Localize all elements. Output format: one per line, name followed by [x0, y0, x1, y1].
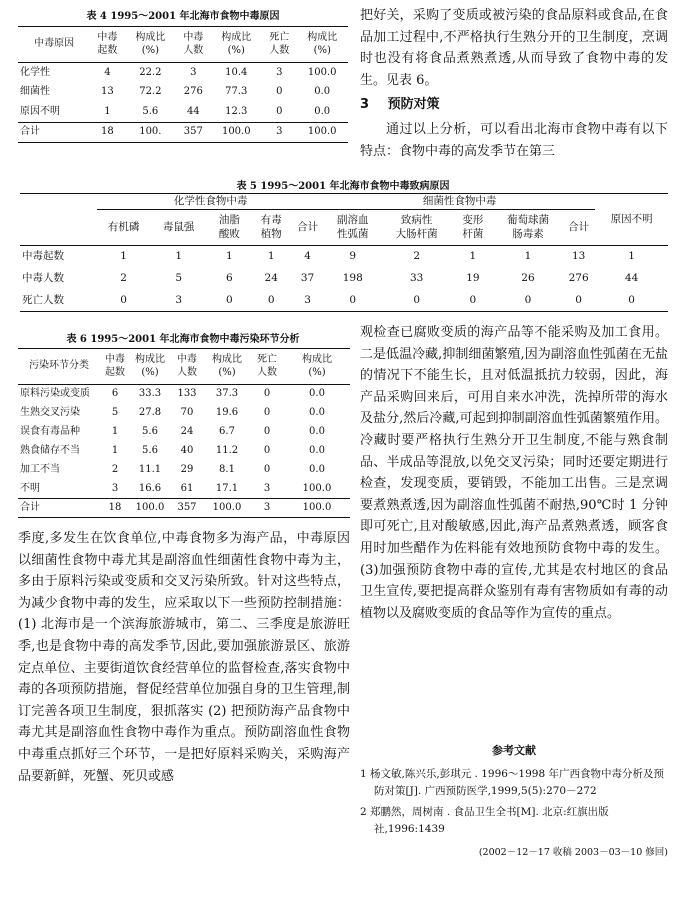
table4-row — [18, 63, 348, 83]
table4-cell: 3 — [276, 126, 283, 138]
table5-cell: 19 — [466, 271, 480, 284]
table6-caption: 表 6 1995～2001 年北海市食物中毒污染环节分析 — [66, 334, 300, 345]
table6-header-1: 中毒 起数 — [105, 354, 125, 378]
table5-cell: 5 — [175, 271, 183, 284]
table5-cell: 0 — [575, 293, 582, 306]
table5-column-header: 葡萄球菌 肠毒素 — [506, 214, 549, 240]
table4-row — [18, 103, 348, 123]
table6-header-4: 构成比 (%) — [212, 354, 242, 378]
table4-cell: 276 — [183, 86, 203, 98]
table6-row — [18, 442, 350, 461]
table5-column-header: 副溶血 性弧菌 — [337, 214, 369, 240]
table5-cell: 0 — [267, 293, 275, 306]
table6-row — [18, 423, 350, 442]
table6-row — [18, 480, 350, 499]
table5-row — [20, 246, 668, 268]
table6-cell: 6.7 — [219, 425, 235, 437]
table6-row — [18, 461, 350, 480]
table6-cell: 100.0 — [212, 501, 242, 513]
table5-column-header: 毒鼠强 — [162, 220, 195, 233]
table4-row-label: 原因不明 — [20, 106, 60, 117]
table5-cell: 2 — [413, 250, 421, 263]
table6-cell: 24 — [180, 425, 194, 437]
table5-body — [20, 246, 668, 312]
table5-cell: 1 — [226, 250, 233, 263]
top-right-text: 把好关，采购了变质或被污染的食品原料或食品,在食品加工过程中,不严格执行生熟分开的卫生制度，烹调时也没有将食品煮熟煮透,从而导致了食物中毒的发生。见表 6。 — [360, 8, 668, 88]
table5-cell: 33 — [409, 271, 424, 284]
table6-header-3: 中毒 人数 — [177, 354, 197, 378]
table6-cell: 11.2 — [215, 444, 239, 456]
table5-row — [20, 268, 668, 290]
table4 — [18, 26, 348, 143]
table6-cell: 0.0 — [309, 406, 325, 418]
references-title: 参考文献 — [492, 744, 536, 757]
table5-cell: 0 — [524, 293, 532, 306]
table4-header-1: 中毒 起数 — [97, 32, 118, 56]
table6-cell: 37.3 — [215, 388, 239, 399]
table5-group-chemical: 化学性食物中毒 — [97, 194, 324, 210]
table5-cell: 198 — [342, 271, 363, 284]
table6-cell: 18 — [108, 501, 122, 513]
table5-cell: 13 — [571, 250, 586, 263]
section3-intro: 通过以上分析，可以看出北海市食物中毒有以下特点：食物中毒的高发季节在第三 — [360, 121, 668, 159]
table4-cell: 0.0 — [314, 86, 331, 98]
table4-row-label: 细菌性 — [20, 86, 50, 98]
table6-cell: 0 — [263, 444, 271, 456]
table6-row — [18, 385, 350, 404]
table6-cell: 61 — [180, 482, 194, 494]
table4-header-2: 构成比 (%) — [135, 32, 166, 56]
table5-cell: 4 — [304, 250, 311, 263]
table6-cell: 3 — [111, 482, 119, 494]
table6-cell: 357 — [177, 501, 197, 513]
table5-cell: 1 — [469, 250, 477, 263]
table5-cell: 0 — [120, 293, 127, 306]
table5-row-label: 中毒人数 — [22, 271, 64, 284]
table4-cell: 10.4 — [225, 66, 248, 78]
table4-cell: 18 — [101, 126, 114, 138]
table4-cell: 0 — [276, 106, 283, 117]
table6-cell: 8.1 — [219, 463, 235, 475]
table5-cell: 37 — [300, 271, 315, 284]
section3-number: 3 — [360, 97, 370, 113]
table4-header-4: 构成比 (%) — [221, 32, 252, 56]
reference-item-2: 2 郑鹏然，周树南 . 食品卫生全书[M]. 北京:红旗出版社,1996:1439 — [360, 806, 609, 835]
table5-row-label: 死亡人数 — [22, 293, 64, 306]
top-right-paragraph — [360, 5, 668, 162]
table6-cell: 0.0 — [309, 444, 325, 456]
table6-cell: 100.0 — [135, 501, 165, 513]
table5-group-bacterial: 细菌性食物中毒 — [324, 194, 595, 210]
right-column-body — [360, 322, 668, 624]
table5-cell: 1 — [524, 250, 532, 263]
table5-column-header: 合计 — [297, 220, 319, 233]
table5-cell: 1 — [628, 250, 635, 263]
table6-cell: 6 — [111, 388, 119, 399]
table6-cell: 0 — [263, 388, 271, 399]
table5-subheader-row — [20, 210, 668, 246]
table5-cell: 0 — [469, 293, 477, 306]
table6-cell: 19.6 — [215, 406, 239, 418]
table5-row — [20, 290, 668, 312]
table5-row-label: 中毒起数 — [22, 250, 64, 263]
table6-row-label: 合计 — [20, 501, 40, 513]
table6-cell: 0.0 — [309, 425, 325, 437]
table5-cell: 0 — [226, 293, 233, 306]
table6-header-6: 构成比 (%) — [302, 354, 332, 378]
table5-cell: 0 — [349, 293, 357, 306]
table5-cell: 26 — [521, 271, 535, 284]
table5-column-header: 合计 — [568, 220, 590, 233]
table6-cell: 33.3 — [138, 388, 162, 399]
table4-row-label: 合计 — [20, 126, 40, 138]
table6-cell: 0.0 — [309, 463, 325, 475]
table6-cell: 29 — [180, 463, 194, 475]
table4-cell: 4 — [104, 66, 111, 78]
table4-cell: 12.3 — [225, 106, 248, 117]
table6-cell: 133 — [177, 388, 197, 399]
left-body-text: 季度,多发生在饮食单位,中毒食物多为海产品，中毒原因以细菌性食物中毒尤其是副溶血性细菌性食物中毒为主，多由于原料污染或变质和交叉污染所致。针对这些特点，为减少食物中毒的发生，应采取以下一些预防控制措施：(1) 北海市是一个滨海旅游城市，第二、三季度是旅游旺季,也是食物中毒的高发季节,因此,要加强旅游景区、旅游定点单位、主要街道饮食经营单位的监督检查,落实食物中毒的各项预防措施，督促经营单位加强自身的卫生管理,制订完善各项卫生制度，狠抓落实 (2) 把预防海产品食物中毒尤其是副溶血性食物中毒作为重点。预防副溶血性食物中毒重点抓好三个环节，一是把好原料采购关，采购海产品要新鲜，死蟹、死贝或感 — [18, 531, 350, 784]
table4-cell: 3 — [190, 66, 197, 78]
table4-cell: 5.6 — [142, 106, 159, 117]
table5 — [20, 193, 668, 312]
table6-body — [18, 385, 350, 518]
table4-cell: 100.0 — [221, 126, 251, 138]
table4-header-5: 死亡 人数 — [269, 32, 290, 56]
table6-row-label: 生熟交叉污染 — [20, 406, 80, 418]
table6-cell: 5 — [111, 406, 119, 418]
table4-cell: 357 — [183, 126, 203, 138]
table6-cell: 0 — [263, 463, 271, 475]
table6-cell: 27.8 — [138, 406, 162, 418]
table6-cell: 1 — [111, 444, 119, 456]
table4-cell: 1 — [104, 106, 111, 117]
table5-cell: 1 — [120, 250, 127, 263]
table4-cell: 0 — [276, 86, 283, 98]
table6 — [18, 348, 350, 518]
received-revised-dates: (2002－12－17 收稿 2003－03－10 修回) — [478, 847, 668, 858]
table6-header-0: 污染环节分类 — [29, 360, 89, 372]
table4-header-3: 中毒 人数 — [183, 32, 204, 56]
table6-cell: 5.6 — [142, 444, 158, 456]
table5-cell: 1 — [175, 250, 183, 263]
table6-row-label: 熟食储存不当 — [20, 444, 80, 456]
table5-caption: 表 5 1995～2001 年北海市食物中毒致病原因 — [236, 181, 450, 192]
table4-header-6: 构成比 (%) — [307, 32, 338, 56]
table6-cell: 100.0 — [302, 482, 332, 494]
table4-body — [18, 63, 348, 143]
table6-header-5: 死亡 人数 — [257, 354, 277, 378]
table4-row — [18, 123, 348, 143]
table6-cell: 3 — [263, 482, 271, 494]
table5-column-header: 有机磷 — [107, 220, 140, 233]
table5-cell: 1 — [267, 250, 275, 263]
table4-cell: 22.2 — [139, 66, 162, 78]
right-body-text: 观检查已腐败变质的海产品等不能采购及加工食用。二是低温冷藏,抑制细菌繁殖,因为副溶血性弧菌在无盐的情况下不能生长，且对低温抵抗力较弱，因此，海产品采购回来后，可用自来水冲洗，洗掉所带的海水及盐分,然后冷藏,可起到抑制副溶血性弧菌繁殖作用。冷藏时要严格执行生熟分开卫生制度,不能与熟食制品、半成品等混放,以免交叉污染；同时还要定期进行检查，发现变质，要销毁，不能加工出售。三是烹调要煮熟煮透,因为副溶血性弧菌不耐热,90℃时 1 分钟即可死亡,且对酸敏感,因此,海产品煮熟煮透，顾客食用时加些醋作为佐料能有效地预防食物中毒的发生。(3)加强预防食物中毒的宣传,尤其是农村地区的食品卫生宣传,要把提高群众鉴别有毒有害物质如有毒的动植物以及腐败变质的食品等作为宣传的重点。 — [360, 325, 668, 621]
table6-cell: 3 — [263, 501, 271, 513]
table6-cell: 0 — [263, 425, 271, 437]
reference-item-1: 1 杨文敏,陈兴乐,彭琪元 . 1996～1998 年广西食物中毒分析及预防对策[J]. 广西预防医学,1999,5(5):270－272 — [360, 768, 664, 797]
table5-column-header: 有毒 植物 — [260, 214, 282, 240]
table4-cell: 44 — [186, 106, 200, 117]
table5-cell: 3 — [304, 293, 311, 306]
table6-cell: 40 — [180, 444, 194, 456]
table5-cell: 2 — [120, 271, 127, 284]
table5-column-header: 变形 杆菌 — [462, 214, 484, 240]
table6-row-label: 加工不当 — [20, 463, 60, 475]
table4-cell: 100. — [139, 126, 162, 138]
table6-row-label: 不明 — [20, 482, 40, 494]
table5-cell: 24 — [264, 271, 278, 284]
table6-row-label: 原料污染或变质 — [20, 388, 90, 399]
table5-column-header: 油脂 酸败 — [218, 214, 240, 240]
table6-cell: 0 — [263, 406, 271, 418]
table4-cell: 100.0 — [307, 66, 337, 78]
table6-cell: 70 — [180, 406, 194, 418]
table6-row-label: 误食有毒品种 — [20, 425, 80, 437]
table4-row — [18, 83, 348, 103]
table6-cell: 1 — [111, 425, 119, 437]
table4-cell: 3 — [276, 66, 283, 78]
table6-row — [18, 499, 350, 518]
table4-row-label: 化学性 — [20, 66, 50, 78]
table6-cell: 11.1 — [138, 463, 162, 475]
table4-cell: 72.2 — [139, 86, 162, 98]
table5-cell: 3 — [175, 293, 183, 306]
table5-cell: 44 — [624, 271, 639, 284]
table5-cell: 0 — [628, 293, 635, 306]
references — [360, 742, 668, 858]
table4-cell: 0.0 — [314, 106, 331, 117]
table5-cell: 6 — [226, 271, 233, 284]
table4-cell: 13 — [101, 86, 114, 98]
table6-cell: 0.0 — [309, 388, 325, 399]
table4-header-0: 中毒原因 — [34, 38, 75, 50]
table5-column-header: 致病性 大肠杆菌 — [395, 214, 438, 240]
table6-cell: 2 — [111, 463, 119, 475]
table6-cell: 16.6 — [138, 482, 162, 494]
table5-cell: 9 — [349, 250, 357, 263]
section3-heading — [360, 94, 668, 116]
table5-cell: 0 — [413, 293, 421, 306]
table6-cell: 17.1 — [215, 482, 239, 494]
table4-cell: 100.0 — [307, 126, 337, 138]
table5-unknown-header: 原因不明 — [595, 194, 668, 246]
table6-row — [18, 404, 350, 423]
table5-cell: 276 — [568, 271, 589, 284]
table6-cell: 100.0 — [302, 501, 332, 513]
table6-header-2: 构成比 (%) — [135, 354, 165, 378]
table6-cell: 5.6 — [142, 425, 158, 437]
left-column-body — [18, 528, 350, 787]
table4-caption: 表 4 1995～2001 年北海市食物中毒原因 — [86, 11, 280, 22]
section3-title: 预防对策 — [387, 97, 440, 113]
table4-cell: 77.3 — [225, 86, 248, 98]
